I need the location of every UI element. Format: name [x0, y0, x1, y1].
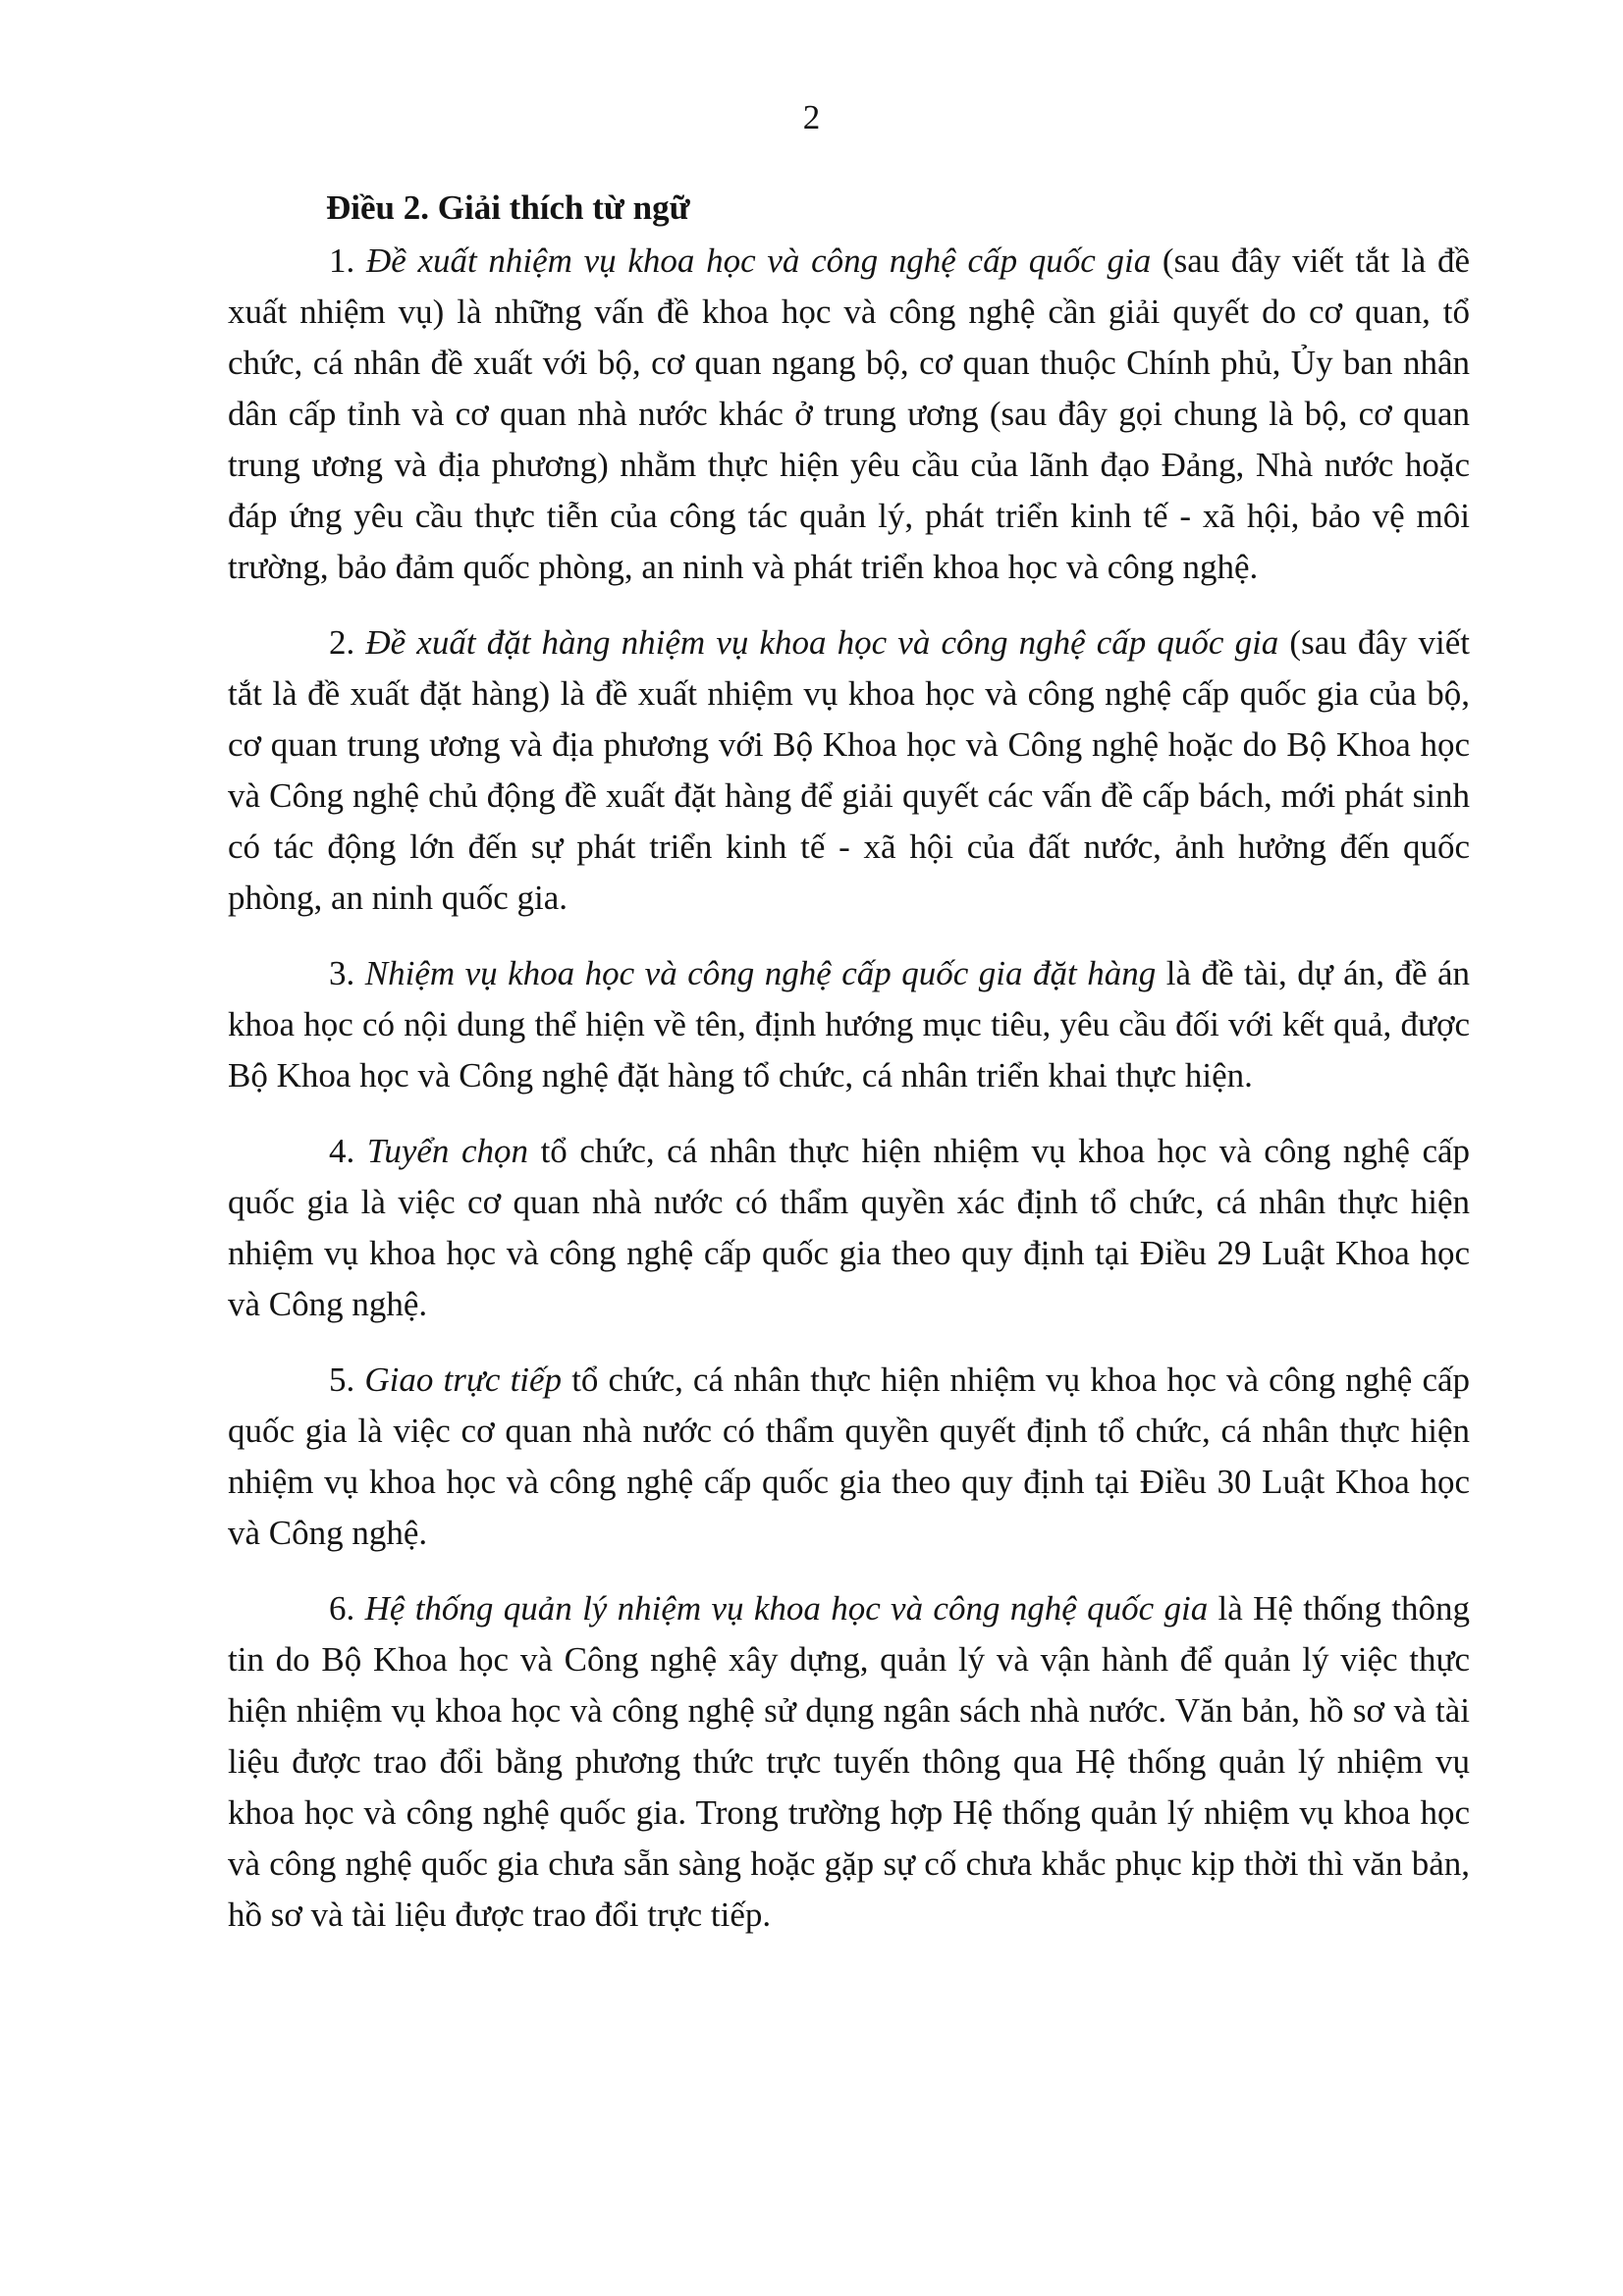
- defined-term: Nhiệm vụ khoa học và công nghệ cấp quốc gia đặt hàng: [364, 954, 1157, 992]
- item-number: 1.: [329, 241, 355, 280]
- article-heading: Điều 2. Giải thích từ ngữ: [326, 188, 690, 227]
- page-number: 2: [802, 98, 821, 136]
- definition-item-6: [228, 1583, 1470, 1941]
- item-number: 5.: [329, 1361, 355, 1399]
- definition-text: (sau đây viết tắt là đề xuất đặt hàng) là đề xuất nhiệm vụ khoa học và công nghệ cấp quốc gia của bộ, cơ quan trung ương và địa phương với Bộ Khoa học và Công nghệ hoặc do Bộ Khoa học và Công nghệ chủ động đề xuất đặt hàng để giải quyết các vấn đề cấp bách, mới phát sinh có tác động lớn đến sự phát triển kinh tế - xã hội của đất nước, ảnh hưởng đến quốc phòng, an ninh quốc gia.: [228, 623, 1470, 917]
- definition-text: (sau đây viết tắt là đề xuất nhiệm vụ) là những vấn đề khoa học và công nghệ cần giải quyết do cơ quan, tổ chức, cá nhân đề xuất với bộ, cơ quan ngang bộ, cơ quan thuộc Chính phủ, Ủy ban nhân dân cấp tỉnh và cơ quan nhà nước khác ở trung ương (sau đây gọi chung là bộ, cơ quan trung ương và địa phương) nhằm thực hiện yêu cầu của lãnh đạo Đảng, Nhà nước hoặc đáp ứng yêu cầu thực tiễn của công tác quản lý, phát triển kinh tế - xã hội, bảo vệ môi trường, bảo đảm quốc phòng, an ninh và phát triển khoa học và công nghệ.: [228, 241, 1471, 586]
- document-body: [228, 183, 1470, 1965]
- defined-term: Tuyển chọn: [366, 1132, 528, 1170]
- item-number: 4.: [329, 1132, 355, 1170]
- definition-item-1: [228, 236, 1470, 593]
- defined-term: Đề xuất nhiệm vụ khoa học và công nghệ cấp quốc gia: [365, 241, 1152, 280]
- definition-item-2: [228, 617, 1470, 924]
- definition-text: là Hệ thống thông tin do Bộ Khoa học và Công nghệ xây dựng, quản lý và vận hành để quản lý việc thực hiện nhiệm vụ khoa học và công nghệ sử dụng ngân sách nhà nước. Văn bản, hồ sơ và tài liệu được trao đổi bằng phương thức trực tuyến thông qua Hệ thống quản lý nhiệm vụ khoa học và công nghệ quốc gia. Trong trường hợp Hệ thống quản lý nhiệm vụ khoa học và công nghệ quốc gia chưa sẵn sàng hoặc gặp sự cố chưa khắc phục kịp thời thì văn bản, hồ sơ và tài liệu được trao đổi trực tiếp.: [228, 1589, 1471, 1934]
- definition-text: là đề tài, dự án, đề án khoa học có nội dung thể hiện về tên, định hướng mục tiêu, yêu cầu đối với kết quả, được Bộ Khoa học và Công nghệ đặt hàng tổ chức, cá nhân triển khai thực hiện.: [228, 954, 1471, 1095]
- definition-item-3: [228, 948, 1470, 1101]
- defined-term: Hệ thống quản lý nhiệm vụ khoa học và công nghệ quốc gia: [364, 1589, 1209, 1628]
- definition-text: tổ chức, cá nhân thực hiện nhiệm vụ khoa học và công nghệ cấp quốc gia là việc cơ quan nhà nước có thẩm quyền quyết định tổ chức, cá nhân thực hiện nhiệm vụ khoa học và công nghệ cấp quốc gia theo quy định tại Điều 30 Luật Khoa học và Công nghệ.: [228, 1361, 1471, 1552]
- defined-term: Đề xuất đặt hàng nhiệm vụ khoa học và công nghệ cấp quốc gia: [365, 623, 1279, 662]
- item-number: 3.: [329, 954, 355, 992]
- item-number: 6.: [329, 1589, 355, 1628]
- definition-text: tổ chức, cá nhân thực hiện nhiệm vụ khoa học và công nghệ cấp quốc gia là việc cơ quan nhà nước có thẩm quyền xác định tổ chức, cá nhân thực hiện nhiệm vụ khoa học và công nghệ cấp quốc gia theo quy định tại Điều 29 Luật Khoa học và Công nghệ.: [228, 1132, 1471, 1323]
- definition-item-4: [228, 1126, 1470, 1330]
- defined-term: Giao trực tiếp: [364, 1361, 563, 1399]
- item-number: 2.: [329, 623, 355, 662]
- definition-item-5: [228, 1355, 1470, 1559]
